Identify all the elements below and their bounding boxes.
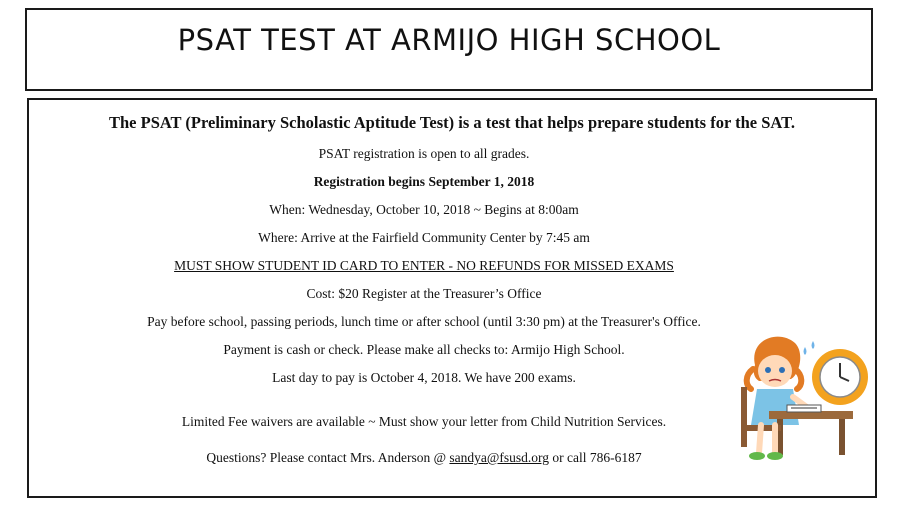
when-text: When: Wednesday, October 10, 2018 ~ Begins at 8:00am	[269, 202, 579, 217]
title-box	[25, 8, 873, 91]
questions-text	[29, 450, 819, 466]
questions-prefix: Questions? Please contact Mrs. Anderson @	[206, 450, 450, 465]
pay-times-text: Pay before school, passing periods, lunch time or after school (until 3:30 pm) at the Treasurer's Office.	[147, 314, 701, 329]
student-clipart-icon	[735, 325, 880, 465]
questions-suffix: or call 786-6187	[548, 450, 642, 465]
registration-begins-text: Registration begins September 1, 2018	[313, 174, 535, 189]
cost-text: Cost: $20 Register at the Treasurer’s Office	[306, 286, 542, 301]
contact-email-link[interactable]: sandya@fsusd.org	[449, 450, 549, 465]
warning-text: MUST SHOW STUDENT ID CARD TO ENTER - NO REFUNDS FOR MISSED EXAMS	[174, 258, 674, 273]
page-title: PSAT TEST AT ARMIJO HIGH SCHOOL	[177, 23, 721, 57]
where-text: Where: Arrive at the Fairfield Community Center by 7:45 am	[258, 230, 590, 245]
registration-open-text: PSAT registration is open to all grades.	[318, 146, 530, 161]
last-day-text: Last day to pay is October 4, 2018. We have 200 exams.	[272, 370, 576, 385]
notice-headline: The PSAT (Preliminary Scholastic Aptitude Test) is a test that helps prepare students for the SAT.	[108, 113, 795, 132]
payment-method-text: Payment is cash or check. Please make all checks to: Armijo High School.	[223, 342, 625, 357]
fee-waivers-text: Limited Fee waivers are available ~ Must show your letter from Child Nutrition Services.	[181, 414, 667, 429]
